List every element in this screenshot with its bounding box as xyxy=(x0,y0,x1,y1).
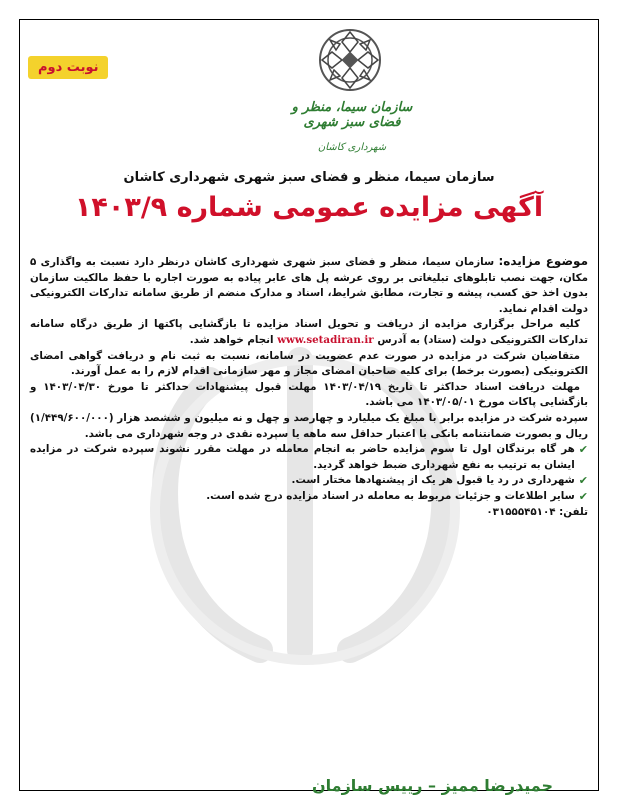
check-icon: ✔ xyxy=(578,489,588,503)
organization-logo-icon xyxy=(318,28,382,92)
organization-logo-text xyxy=(282,90,422,160)
bullet-item xyxy=(30,489,588,505)
procedure-paragraph xyxy=(30,317,588,348)
phone-label: تلفن: xyxy=(559,505,588,518)
bullet-text: سایر اطلاعات و جزئیات مربوط به معامله در اسناد مزایده درج شده است. xyxy=(206,489,575,502)
check-icon: ✔ xyxy=(578,474,588,488)
bullet-item xyxy=(30,442,588,473)
subject-label: موضوع مزایده: xyxy=(498,254,588,268)
bullet-text: هر گاه برندگان اول تا سوم مزایده حاضر به انجام معامله در مهلت مقرر نشوند سپرده شرکت در مزایده ایشان به ترتیب به نفع شهرداری ضبط خواهد گردید. xyxy=(30,443,575,471)
logo-line-2: شهرداری کاشان xyxy=(317,142,387,153)
subject-paragraph xyxy=(30,254,588,317)
setadiran-link[interactable]: www.setadiran.ir xyxy=(277,333,374,346)
registration-paragraph: متقاضیان شرکت در مزایده در صورت عدم عضویت در سامانه، نسبت به ثبت نام و دریافت گواهی امضای الکترونیکی (بصورت برخط) برای کلیه صاحبان امضای مجاز و مهر سازمانی اقدام لازم را به عمل آورند. xyxy=(30,349,588,378)
procedure-text: کلیه مراحل برگزاری مزایده از دریافت و تحویل اسناد مزایده تا بازگشایی پاکتها از طریق درگاه سامانه تدارکات الکترونیکی دولت (ستاد) به آدرس xyxy=(30,318,588,346)
ad-frame xyxy=(19,19,599,795)
ad-body xyxy=(30,254,588,520)
signature-line: حمیدرضا ممیز – رییس سازمان xyxy=(312,776,553,795)
bullet-item xyxy=(30,473,588,489)
bullet-text: شهرداری در رد یا قبول هر یک از پیشنهادها مختار است. xyxy=(291,474,575,487)
check-icon: ✔ xyxy=(578,443,588,457)
headline-title: آگهی مزایده عمومی شماره ۱۴۰۳/۹ xyxy=(74,192,544,223)
procedure-end: انجام خواهد شد. xyxy=(189,333,274,346)
organization-title: سازمان سیما، منظر و فضای سبز شهری شهرداری کاشان xyxy=(123,170,495,185)
deposit-paragraph: سپرده شرکت در مزایده برابر با مبلغ یک میلیارد و چهارصد و چهل و نه میلیون و ششصد هزار (۱/۴۴۹/۶۰۰/۰۰۰) ریال و بصورت ضمانتنامه بانکی با اعتبار حداقل سه ماهه یا سپرده نقدی در وجه شهرداری می باشد. xyxy=(30,411,588,440)
logo-line-1: سازمان سیما، منظر و فضای سبز شهری xyxy=(291,100,413,130)
phone-number: ۰۳۱۵۵۵۴۵۱۰۴ xyxy=(486,505,556,518)
second-round-badge: نوبت دوم xyxy=(28,56,108,79)
subject-text: سازمان سیما، منظر و فضای سبز شهری شهرداری کاشان درنظر دارد نسبت به واگذاری ۵ مکان، جهت نصب تابلوهای تبلیغاتی بر روی عرشه پل های عابر پیاده به صورت اجاره با حفظ مالکیت سازمان بدون اخذ حق کسب، پیشه و تجارت، مطابق شرایط، اسناد و مدارک منضم از طریق سامانه تدارکات الکترونیکی دولت اقدام نماید. xyxy=(30,256,588,315)
deadline-paragraph: مهلت دریافت اسناد حداکثر تا تاریخ ۱۴۰۳/۰۴/۱۹ مهلت قبول پیشنهادات حداکثر تا مورخ ۱۴۰۳/۰۴/۳۰ و بازگشایی پاکات مورخ ۱۴۰۳/۰۵/۰۱ می باشد. xyxy=(30,380,588,409)
phone-line xyxy=(30,505,588,521)
